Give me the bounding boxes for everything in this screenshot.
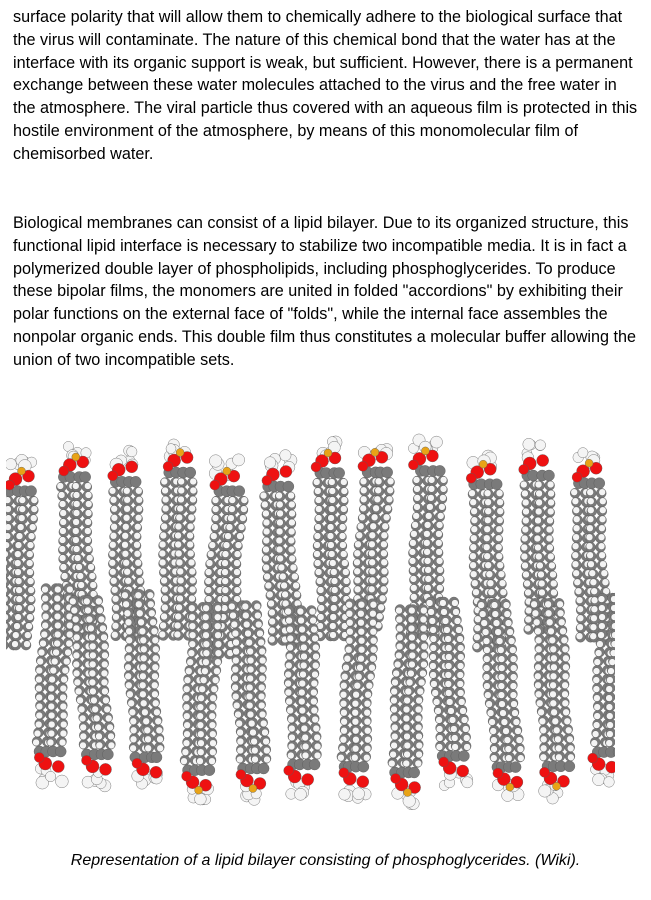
- lipid-bilayer-illustration: [6, 433, 615, 831]
- lipid-bilayer-figure: [6, 433, 615, 831]
- figure-caption: Representation of a lipid bilayer consisting of phosphoglycerides. (Wiki).: [70, 852, 581, 869]
- paragraph-water-film: surface polarity that will allow them to chemically adhere to the biological surface that the virus will contaminate. The nature of this chemical bond that the water has at the interface with its organic support is weak, but sufficient. However, there is a permanent exchange between these water molecules attached to the virus and the free water in the atmosphere. The viral particle thus covered with an aqueous film is protected in this hostile environment of the atmosphere, by means of this monomolecular film of chemisorbed water.: [13, 8, 638, 163]
- paragraph-lipid-bilayer: Biological membranes can consist of a lipid bilayer. Due to its organized structure, this functional lipid interface is necessary to stabilize two incompatible media. It is in fact a polymerized double layer of phospholipids, including phosphoglycerides. To produce these bipolar films, the monomers are united in folded "accordions" by exhibiting their polar functions on the external face of "folds", while the internal face assembles the nonpolar organic ends. This double film thus constitutes a molecular buffer allowing the union of two incompatible sets.: [13, 214, 636, 369]
- upper-leaflet: [6, 434, 611, 659]
